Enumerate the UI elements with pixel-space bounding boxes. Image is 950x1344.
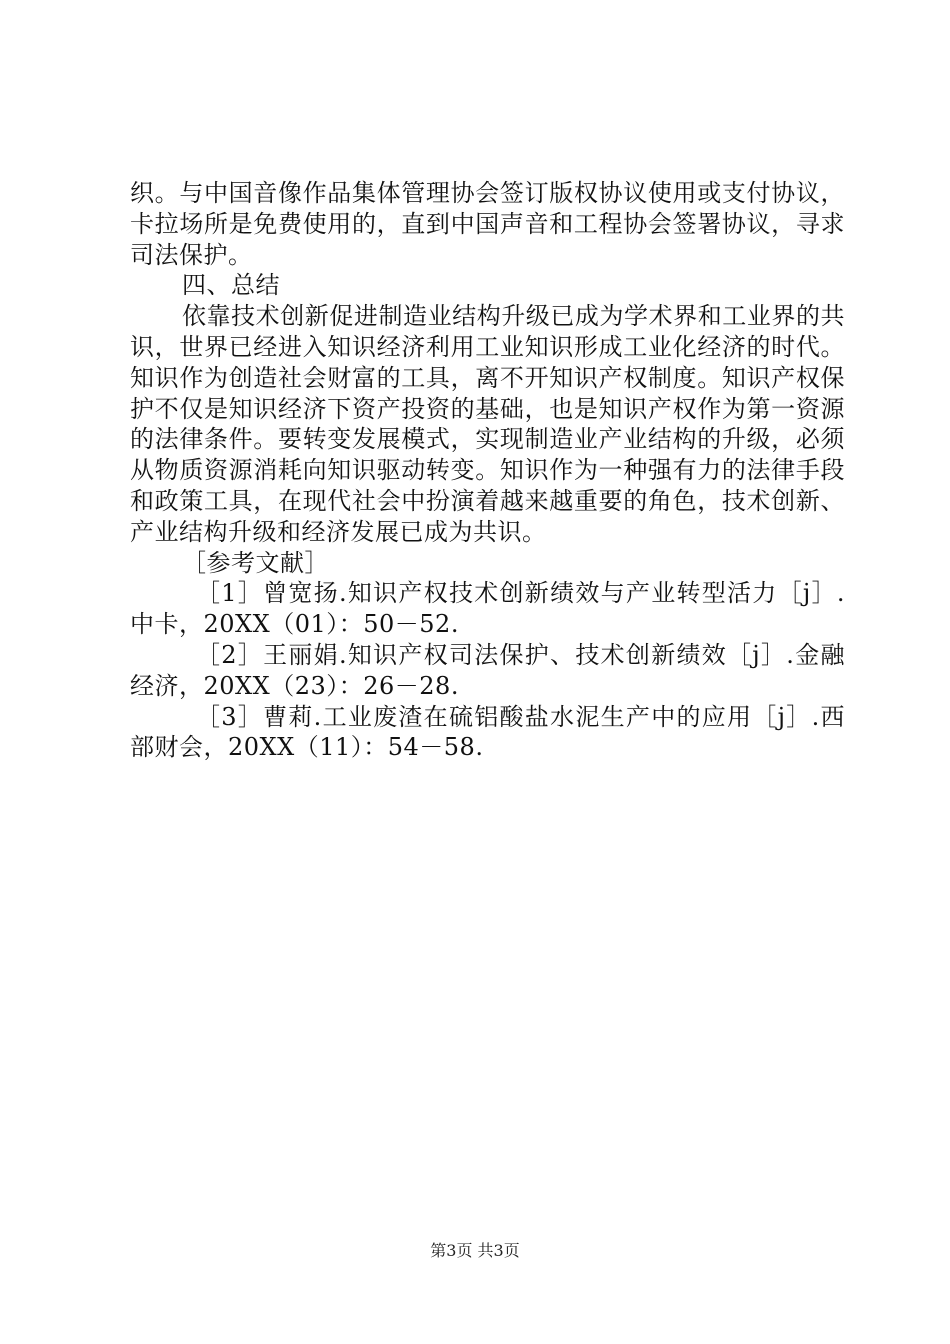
reference-item: ［3］曹莉.工业废渣在硫铝酸盐水泥生产中的应用［j］.西部财会，20XX（11）：54－58. — [130, 702, 845, 762]
page-footer — [0, 1241, 950, 1261]
references-heading: ［参考文献］ — [182, 548, 329, 577]
page-number: 第3页 共3页 — [430, 1241, 520, 1260]
document-body — [130, 178, 845, 763]
reference-item: ［2］王丽娟.知识产权司法保护、技术创新绩效［j］.金融经济，20XX（23）：26－28. — [130, 640, 845, 700]
reference-item: ［1］曾宽扬.知识产权技术创新绩效与产业转型活力［j］.中卡，20XX（01）：50－52. — [130, 579, 845, 639]
section-heading-summary: 四、总结 — [182, 271, 280, 300]
paragraph-summary: 依靠技术创新促进制造业结构升级已成为学术界和工业界的共识，世界已经进入知识经济利用工业知识形成工业化经济的时代。知识作为创造社会财富的工具，离不开知识产权制度。知识产权保护不仅是知识经济下资产投资的基础，也是知识产权作为第一资源的法律条件。要转变发展模式，实现制造业产业结构的升级，必须从物质资源消耗向知识驱动转变。知识作为一种强有力的法律手段和政策工具，在现代社会中扮演着越来越重要的角色，技术创新、产业结构升级和经济发展已成为共识。 — [130, 302, 845, 546]
paragraph-continuation: 织。与中国音像作品集体管理协会签订版权协议使用或支付协议，卡拉场所是免费使用的，直到中国声音和工程协会签署协议，寻求司法保护。 — [130, 179, 845, 269]
